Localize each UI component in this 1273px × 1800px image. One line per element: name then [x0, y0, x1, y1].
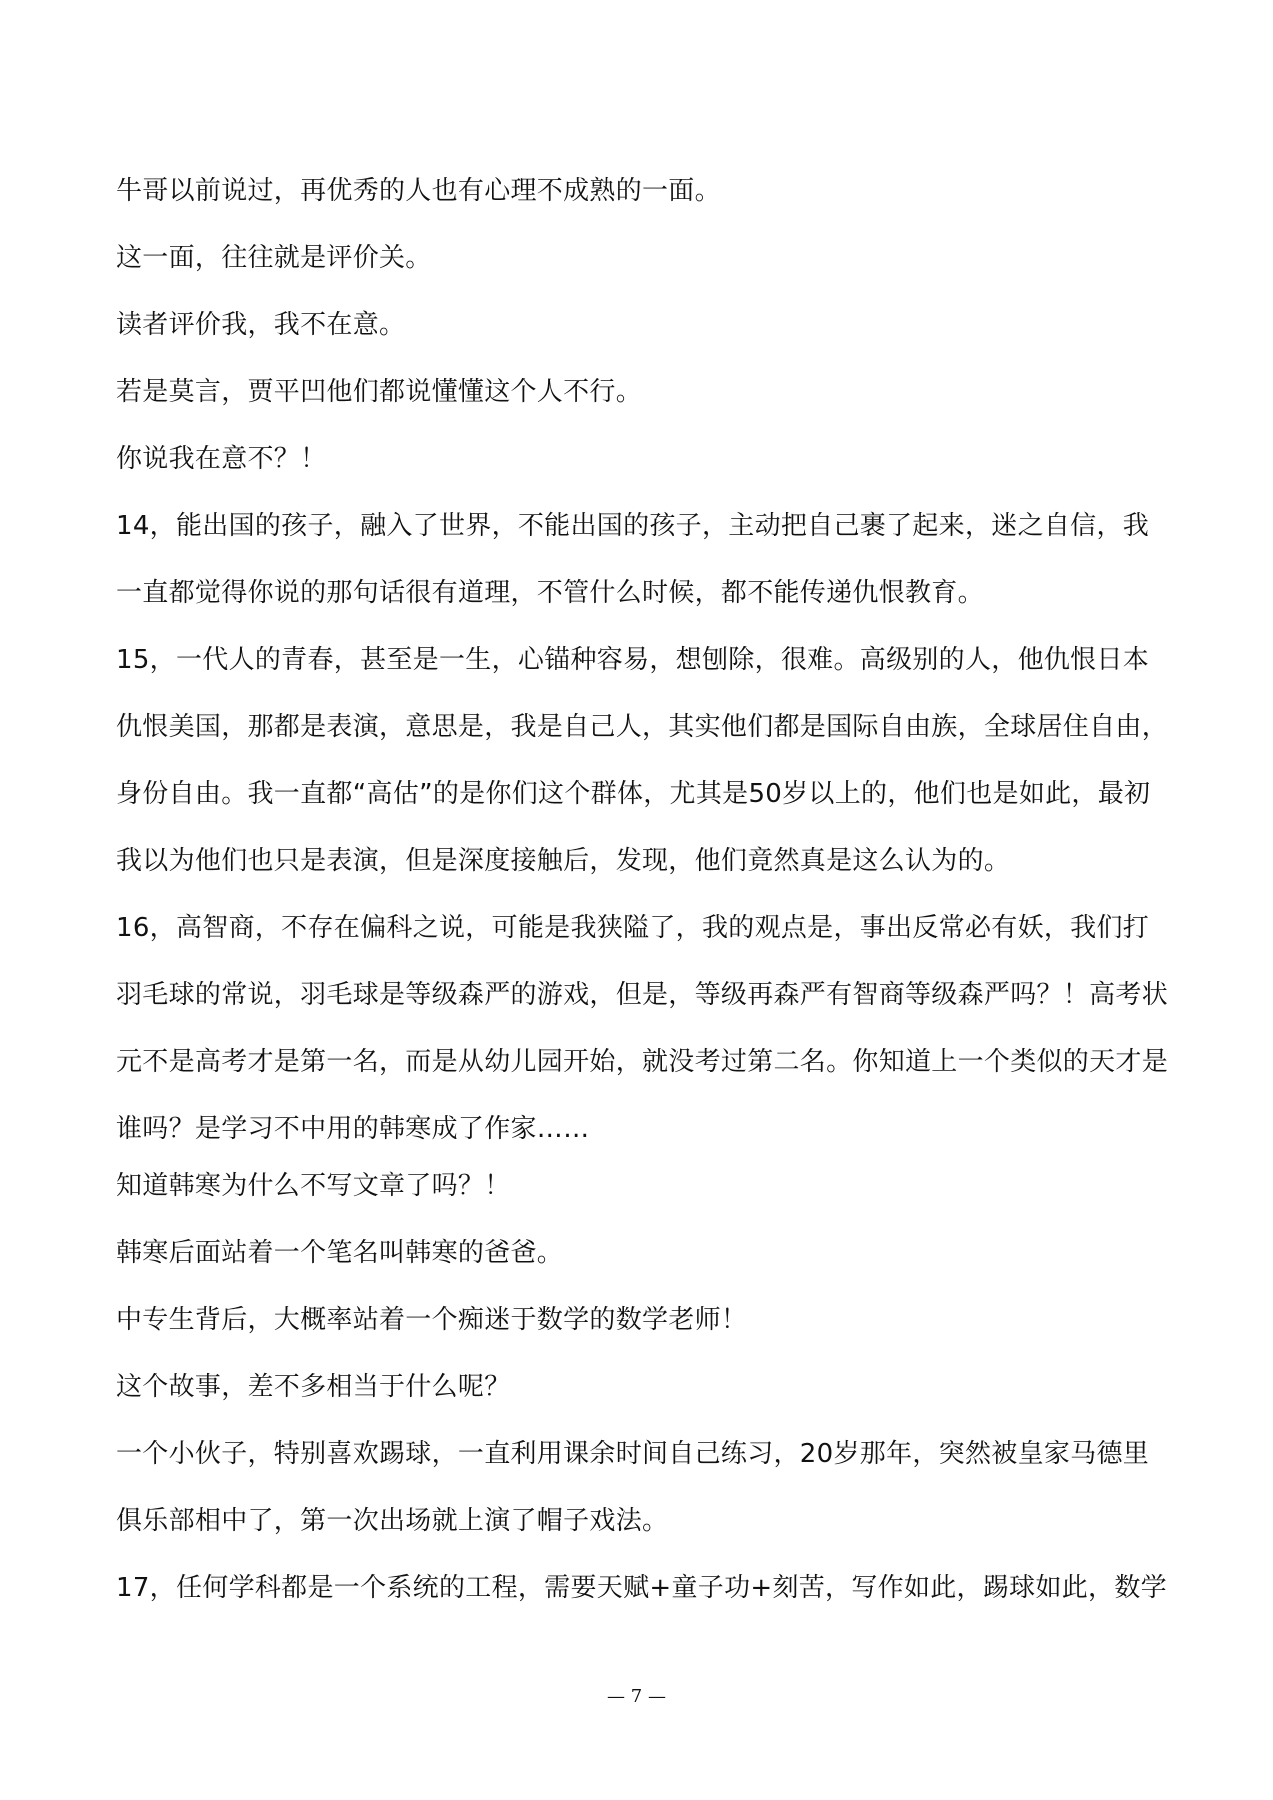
body-text	[116, 168, 1172, 1622]
paragraph: 知道韩寒为什么不写文章了吗？！	[116, 1171, 511, 1201]
paragraph: 韩寒后面站着一个笔名叫韩寒的爸爸。	[116, 1238, 564, 1268]
paragraph: 这一面，往往就是评价关。	[116, 243, 432, 273]
paragraph: 若是莫言，贾平凹他们都说懂懂这个人不行。	[116, 377, 643, 407]
paragraph: 你说我在意不？！	[116, 444, 327, 474]
paragraph: 牛哥以前说过，再优秀的人也有心理不成熟的一面。	[116, 176, 721, 206]
paragraph: 16，高智商，不存在偏科之说，可能是我狭隘了，我的观点是，事出反常必有妖，我们打羽毛球的常说，羽毛球是等级森严的游戏，但是，等级再森严有智商等级森严吗？！高考状元不是高考才是第一名，而是从幼儿园开始，就没考过第二名。你知道上一个类似的天才是谁吗？是学习不中用的韩寒成了作家……	[116, 913, 1169, 1144]
paragraph: 14，能出国的孩子，融入了世界，不能出国的孩子，主动把自己裹了起来，迷之自信，我一直都觉得你说的那句话很有道理，不管什么时候，都不能传递仇恨教育。	[116, 511, 1150, 608]
paragraph: 中专生背后，大概率站着一个痴迷于数学的数学老师！	[116, 1305, 748, 1335]
paragraph: 一个小伙子，特别喜欢踢球，一直利用课余时间自己练习，20岁那年，突然被皇家马德里俱乐部相中了，第一次出场就上演了帽子戏法。	[116, 1439, 1150, 1536]
paragraph: 17，任何学科都是一个系统的工程，需要天赋+童子功+刻苦，写作如此，踢球如此，数学	[116, 1573, 1167, 1603]
paragraph: 读者评价我，我不在意。	[116, 310, 406, 340]
page-number: — 7 —	[607, 1686, 666, 1707]
paragraph: 15，一代人的青春，甚至是一生，心锚种容易，想刨除，很难。高级别的人，他仇恨日本仇恨美国，那都是表演，意思是，我是自己人，其实他们都是国际自由族，全球居住自由，身份自由。我一直都“高估”的是你们这个群体，尤其是50岁以上的，他们也是如此，最初我以为他们也只是表演，但是深度接触后，发现，他们竟然真是这么认为的。	[116, 645, 1169, 876]
paragraph: 这个故事，差不多相当于什么呢？	[116, 1372, 511, 1402]
